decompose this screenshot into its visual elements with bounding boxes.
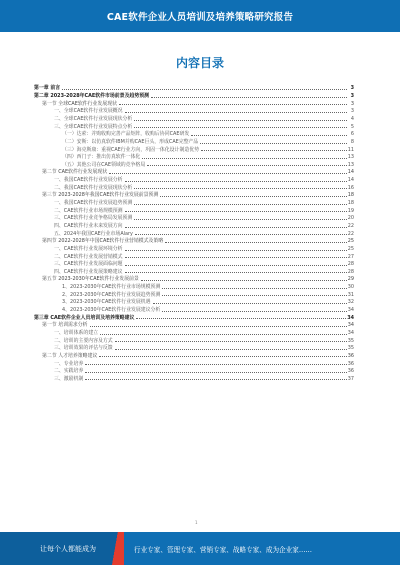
toc-leader-dots [147,165,347,166]
toc-entry[interactable] [34,122,354,130]
footer-accent-stripe [108,532,124,565]
toc-entry-label: 二、全球CAE软件行业发展现状分析 [54,116,133,122]
toc-entry[interactable] [34,260,354,268]
toc-entry-page: 35 [347,337,354,344]
toc-entry-label: 一、培训体系的建立 [54,329,99,336]
toc-title: 内容目录 [175,56,224,70]
toc-entry-page: 13 [347,161,354,168]
toc-entry[interactable] [34,214,354,222]
toc-entry-label: 第一章 前言 [34,85,61,92]
toc-leader-dots [162,311,346,312]
toc-leader-dots [141,280,347,281]
toc-leader-dots [134,204,346,205]
toc-entry-page: 3 [350,100,354,107]
toc-entry[interactable] [34,237,354,245]
toc-leader-dots [125,265,347,266]
toc-leader-dots [151,97,347,98]
toc-entry[interactable] [34,160,354,168]
toc-leader-dots [90,326,347,327]
toc-entry-label: 第四节 2022-2028年中国CAE软件行业营销模式及策略 [42,238,164,245]
toc-entry[interactable] [34,244,354,252]
toc-entry[interactable] [34,359,354,367]
toc-entry-page: 8 [350,138,354,145]
toc-entry-label: 二、CAE软件行业市场规模预测 [54,207,123,214]
toc-leader-dots [134,188,346,189]
toc-entry[interactable] [34,298,354,306]
toc-entry[interactable] [34,290,354,298]
toc-entry-label: （四）西门子：推出仿真软件一体化 [62,154,141,161]
toc-entry-page: 3 [350,108,354,115]
toc-entry-page: 32 [347,299,354,306]
toc-entry-page: 22 [347,222,354,229]
toc-entry[interactable] [34,336,354,344]
toc-entry-label: 第一节 培训需求分析 [42,322,88,329]
toc-entry[interactable] [34,229,354,237]
toc-entry-label: 第二章 2023-2028年CAE软件市场前景及趋势预测 [34,93,150,100]
toc-entry-label: 一、我国CAE软件行业发展分析 [54,177,123,184]
toc-leader-dots [134,127,347,128]
toc-entry[interactable] [34,99,354,107]
toc-entry[interactable] [34,130,354,138]
toc-entry-label: 第三节 2023-2028年我国CAE软件行业发展前景预测 [42,192,159,199]
toc-leader-dots [201,150,347,151]
toc-entry-label: （五）其他公司在CAE领域的竞争格局 [62,161,146,168]
toc-entry-label: 三、激励机制 [54,375,84,382]
toc-entry[interactable] [34,199,354,207]
toc-entry-page: 36 [347,360,354,367]
toc-entry[interactable] [34,344,354,352]
toc-leader-dots [153,303,347,304]
toc-entry-page: 31 [347,291,354,298]
toc-entry-label: 第二节 人才培养策略建议 [42,352,98,359]
toc-entry-label: 三、全球CAE软件行业发展特点分析 [54,123,133,130]
toc-leader-dots [100,334,347,335]
toc-entry-label: 4、2023-2030年CAE软件行业发展建议分析 [62,307,161,314]
toc-leader-dots [165,242,347,243]
toc-entry-label: 3、2023-2030年CAE软件行业发展机遇 [62,299,151,306]
toc-entry-page: 4 [350,116,354,122]
toc-entry-label: （三）海克斯康：重视CAE行业方向，巩固一体化设计制造优势 [62,146,200,153]
toc-leader-dots [125,250,347,251]
toc-leader-dots [142,158,347,159]
toc-entry-page: 30 [347,284,354,291]
toc-entry[interactable] [34,145,354,153]
toc-entry-label: 一、全球CAE软件行业发展概况 [54,108,123,115]
toc-leader-dots [125,112,347,113]
toc-leader-dots [109,173,347,174]
toc-entry-page: 13 [347,154,354,161]
toc-entry-page: 5 [350,123,354,130]
toc-entry-page: 18 [347,192,354,199]
toc-leader-dots [125,272,347,273]
toc-entry[interactable] [34,168,354,176]
toc-entry[interactable] [34,321,354,329]
report-header [0,0,400,32]
toc-entry[interactable] [34,206,354,214]
toc-leader-dots [125,227,347,228]
toc-leader-dots [136,318,346,319]
toc-entry-label: 第三章 CAE软件企业人员培训及培养策略建议 [34,314,135,321]
toc-leader-dots [134,219,346,220]
toc-entry-page: 19 [347,207,354,214]
toc-entry[interactable] [34,306,354,314]
toc-entry-page: 35 [347,345,354,352]
toc-entry-label: 五、2024年我国CAE行业市场Alary [54,230,133,237]
toc-entry[interactable] [34,367,354,375]
toc-entry[interactable] [34,267,354,275]
toc-leader-dots [134,120,347,121]
toc-leader-dots [125,257,347,258]
toc-entry-label: 二、实践培养 [54,368,84,375]
footer-banner [0,532,400,565]
toc-entry[interactable] [34,222,354,230]
toc-entry-label: （二）安斯：以仿真软件IBM并购CAE巨头，形成CAE完整产品 [62,138,199,145]
toc-entry-page: 37 [347,375,354,382]
toc-entry-label: 一、我国CAE软件行业发展趋势预测 [54,200,133,207]
toc-entry-label: 二、我国CAE软件行业发展现状分析 [54,184,133,191]
toc-leader-dots [85,372,346,373]
toc-entry-label: （一）达索：并购收购完善产品矩阵，收购后协同CAE研发 [62,131,190,138]
toc-entry[interactable] [34,283,354,291]
toc-entry[interactable] [34,115,354,123]
report-title: CAE软件企业人员培训及培养策略研究报告 [106,12,294,23]
toc-entry-page: 36 [347,368,354,375]
table-of-contents [34,84,354,382]
toc-entry-label: 三、培训效果的评估与反馈 [54,345,113,352]
toc-leader-dots [135,234,347,235]
toc-leader-dots [119,104,347,105]
toc-entry[interactable] [34,275,354,283]
toc-entry-page: 34 [347,314,354,321]
toc-entry-label: 第二节 CAE软件行业发展现状 [42,169,108,176]
toc-entry[interactable] [34,329,354,337]
toc-entry-page: 29 [347,276,354,283]
toc-entry-label: 2、2023-2030年CAE软件行业发展趋势预测 [62,291,161,298]
toc-entry[interactable] [34,313,354,321]
toc-leader-dots [99,356,346,357]
toc-leader-dots [191,135,347,136]
toc-entry-page: 34 [347,329,354,336]
toc-entry-page: 22 [347,230,354,237]
toc-entry-page: 20 [347,215,354,222]
toc-entry-page: 36 [347,352,354,359]
toc-entry-label: 一、专业培养 [54,360,84,367]
toc-leader-dots [162,288,346,289]
toc-entry-page: 14 [347,169,354,176]
toc-entry[interactable] [34,252,354,260]
toc-entry[interactable] [34,84,354,92]
footer-slogan-left: 让每个人都能成为 [0,532,108,565]
toc-entry[interactable] [34,374,354,382]
page-number: 1 [195,520,198,525]
toc-entry-page: 25 [347,238,354,245]
toc-entry-page: 3 [350,85,354,92]
toc-entry[interactable] [34,176,354,184]
toc-entry[interactable] [34,183,354,191]
toc-leader-dots [160,196,346,197]
toc-entry-page: 18 [347,200,354,207]
toc-leader-dots [85,379,346,380]
toc-entry-page: 28 [347,261,354,268]
toc-entry-label: 第一节 全球CAE软件行业发展现状 [42,100,117,107]
toc-entry[interactable] [34,107,354,115]
toc-leader-dots [125,181,347,182]
toc-leader-dots [62,89,347,90]
toc-entry-page: 3 [350,93,354,100]
toc-entry-page: 27 [347,253,354,260]
toc-entry-page: 34 [347,307,354,314]
toc-entry-label: 一、CAE软件行业发展环境分析 [54,245,123,252]
toc-entry[interactable] [34,191,354,199]
toc-entry-label: 三、CAE软件行业发展面临问题 [54,261,123,268]
toc-entry-label: 二、培训的主要内容及方式 [54,337,113,344]
toc-entry-page: 25 [347,245,354,252]
toc-entry-page: 6 [350,131,354,138]
toc-entry[interactable] [34,153,354,161]
toc-entry[interactable] [34,137,354,145]
toc-entry-label: 三、CAE软件行业竞争格局发展预测 [54,215,133,222]
toc-leader-dots [162,295,346,296]
toc-entry[interactable] [34,92,354,100]
toc-leader-dots [125,211,347,212]
footer-slogan-right: 行业专家、管理专家、营销专家、战略专家、成为企业家…… [134,545,313,554]
toc-entry-page: 14 [347,177,354,184]
toc-entry-label: 四、CAE软件行业未来发展方向 [54,222,123,229]
toc-entry-label: 1、2023-2030年CAE软件行业市场规模预测 [62,284,161,291]
toc-entry-page: 34 [347,322,354,329]
toc-leader-dots [85,364,346,365]
toc-leader-dots [200,143,347,144]
toc-entry[interactable] [34,351,354,359]
toc-entry-page: 16 [347,184,354,191]
toc-entry-label: 二、CAE软件行业发展营销模式 [54,253,123,260]
toc-entry-page: 11 [347,146,354,153]
toc-leader-dots [115,349,347,350]
toc-entry-label: 第五节 2023-2030年CAE软件行业发展前景 [42,276,139,283]
toc-entry-label: 四、CAE软件行业发展策略建议 [54,268,123,275]
toc-entry-page: 28 [347,268,354,275]
toc-leader-dots [115,341,347,342]
